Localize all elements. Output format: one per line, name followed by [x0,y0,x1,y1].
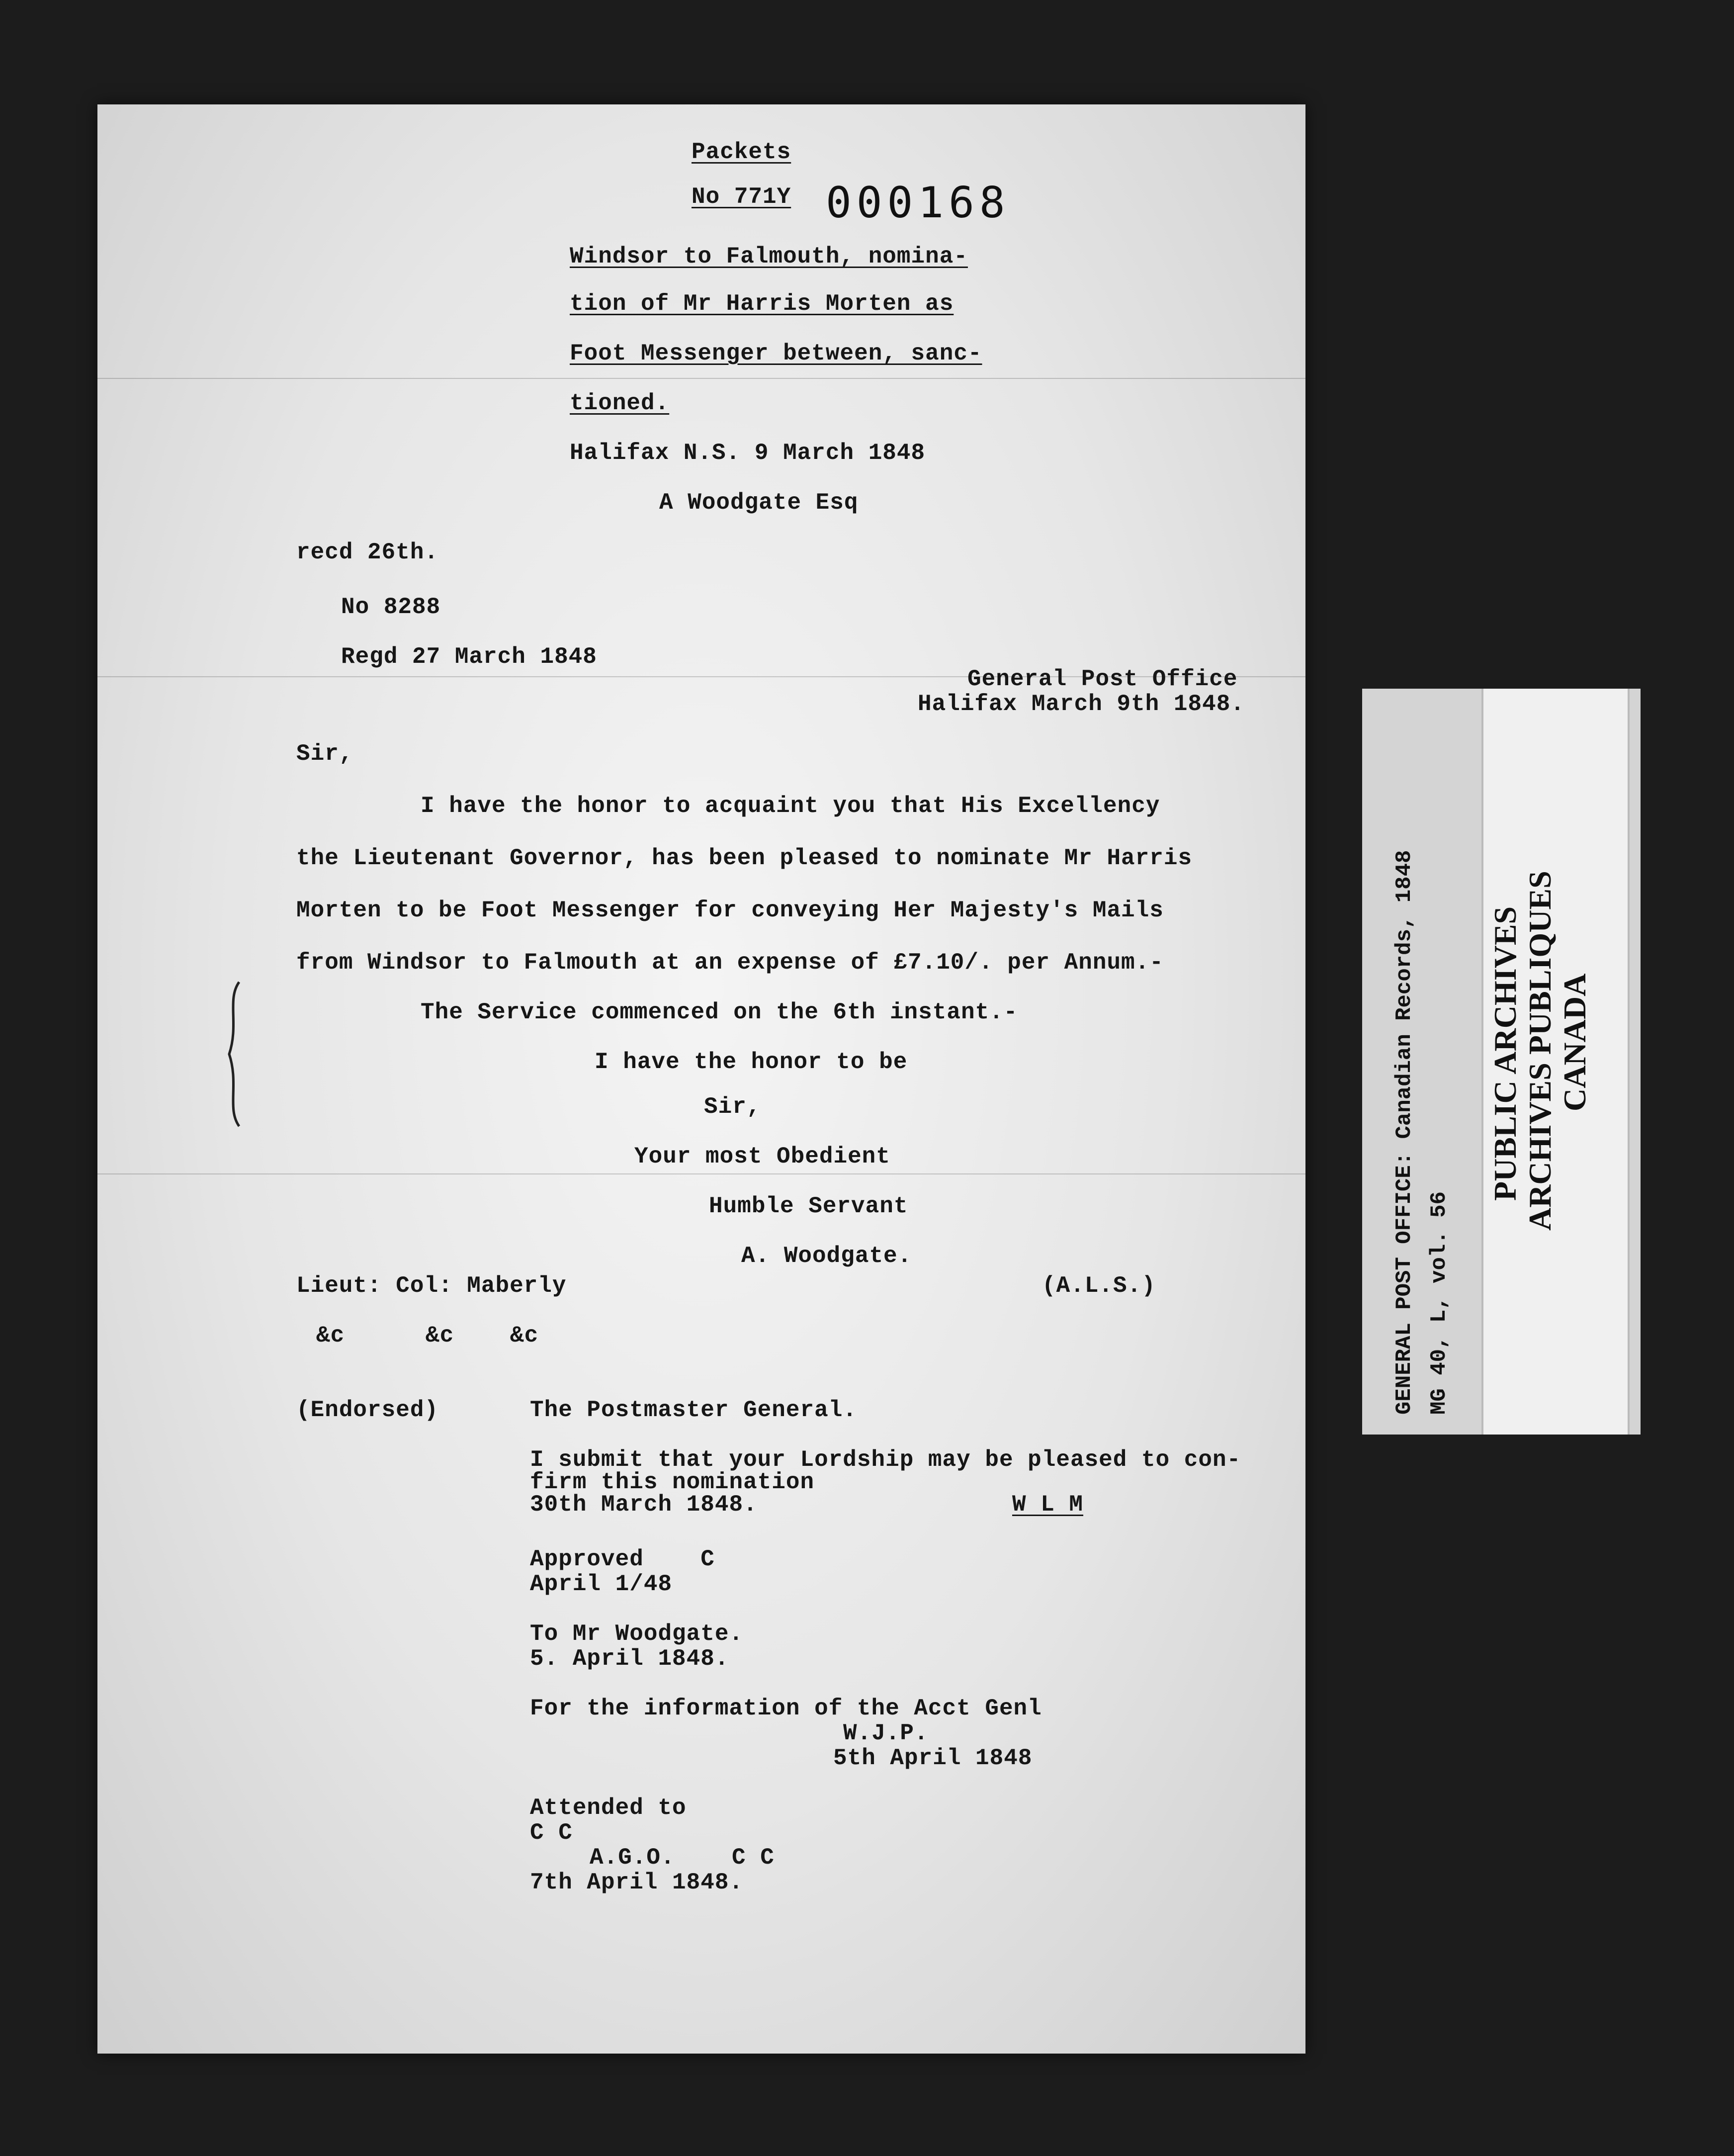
endorsement-to: The Postmaster General. [530,1397,857,1423]
endorsement-submit: I submit that your Lordship may be pleased to con- [530,1447,1241,1473]
subject-line-4: tioned. [570,390,670,416]
archive-name-fr: ARCHIVES PUBLIQUES [1522,871,1558,1231]
service-line: The Service commenced on the 6th instant.- [421,999,1018,1025]
body-line-1: I have the honor to acquaint you that His Excellency [421,793,1160,819]
place-date: Halifax N.S. 9 March 1848 [570,440,926,466]
attended-note: Attended to [530,1795,687,1821]
archive-stamp-band [1481,689,1630,1435]
cc-initials: C C [530,1820,573,1846]
subject-line-1: Windsor to Falmouth, nomina- [570,244,968,270]
closing-line-4: Humble Servant [709,1193,908,1219]
document-page [97,104,1305,2054]
endorsement-initials: W L M [1012,1492,1084,1518]
endorsement-submit-2: firm this nomination [530,1469,815,1495]
header-number: No 771Y [692,184,791,210]
salutation: Sir, [296,741,353,767]
addressee: A Woodgate Esq [659,490,859,516]
scan-artifact-line [97,378,1305,379]
etc-3: &c [510,1323,539,1348]
body-line-4: from Windsor to Falmouth at an expense of £7.10/. per Annum.- [296,950,1164,976]
subject-line-2: tion of Mr Harris Morten as [570,291,954,317]
archive-name-en: PUBLIC ARCHIVES [1487,906,1523,1201]
archive-country: CANADA [1557,973,1592,1111]
archive-record-line: GENERAL POST OFFICE: Canadian Records, 1848 [1392,850,1417,1415]
woodgate-date: 5. April 1848. [530,1646,729,1672]
endorsed-label: (Endorsed) [296,1397,439,1423]
registered-note: Regd 27 March 1848 [341,644,597,670]
to-woodgate: To Mr Woodgate. [530,1621,744,1647]
scan-artifact-line [97,1173,1305,1174]
final-date: 7th April 1848. [530,1870,744,1895]
signature-name: A. Woodgate. [741,1243,912,1269]
registry-number: No 8288 [341,594,441,620]
header-title: Packets [692,139,791,165]
closing-line-3: Your most Obedient [634,1144,890,1169]
info-note: For the information of the Acct Genl [530,1696,1042,1721]
body-line-3: Morten to be Foot Messenger for conveying Her Majesty's Mails [296,898,1164,923]
etc-1: &c [316,1323,345,1348]
wjp-date: 5th April 1848 [833,1745,1033,1771]
archive-label-card [1362,689,1641,1435]
closing-line-1: I have the honor to be [595,1049,908,1075]
page-stamp-number: 000168 [826,178,1010,228]
closing-line-2: Sir, [704,1094,761,1120]
margin-brace-mark [224,980,244,1129]
etc-2: &c [426,1323,454,1348]
body-line-2: the Lieutenant Governor, has been pleased to nominate Mr Harris [296,845,1193,871]
approved-date: April 1/48 [530,1571,673,1597]
archive-volume-line: MG 40, L, vol. 56 [1427,1191,1452,1415]
received-note: recd 26th. [296,539,439,565]
letter-dateline: Halifax March 9th 1848. [918,691,1245,717]
ago-note: A.G.O. C C [590,1845,775,1871]
subject-line-3: Foot Messenger between, sanc- [570,341,982,366]
office-name: General Post Office [967,666,1238,692]
approved-note: Approved C [530,1546,715,1572]
recipient-name: Lieut: Col: Maberly [296,1273,567,1299]
als-note: (A.L.S.) [1042,1273,1156,1299]
wjp-initials: W.J.P. [843,1720,929,1746]
endorsement-date-1: 30th March 1848. [530,1492,758,1518]
